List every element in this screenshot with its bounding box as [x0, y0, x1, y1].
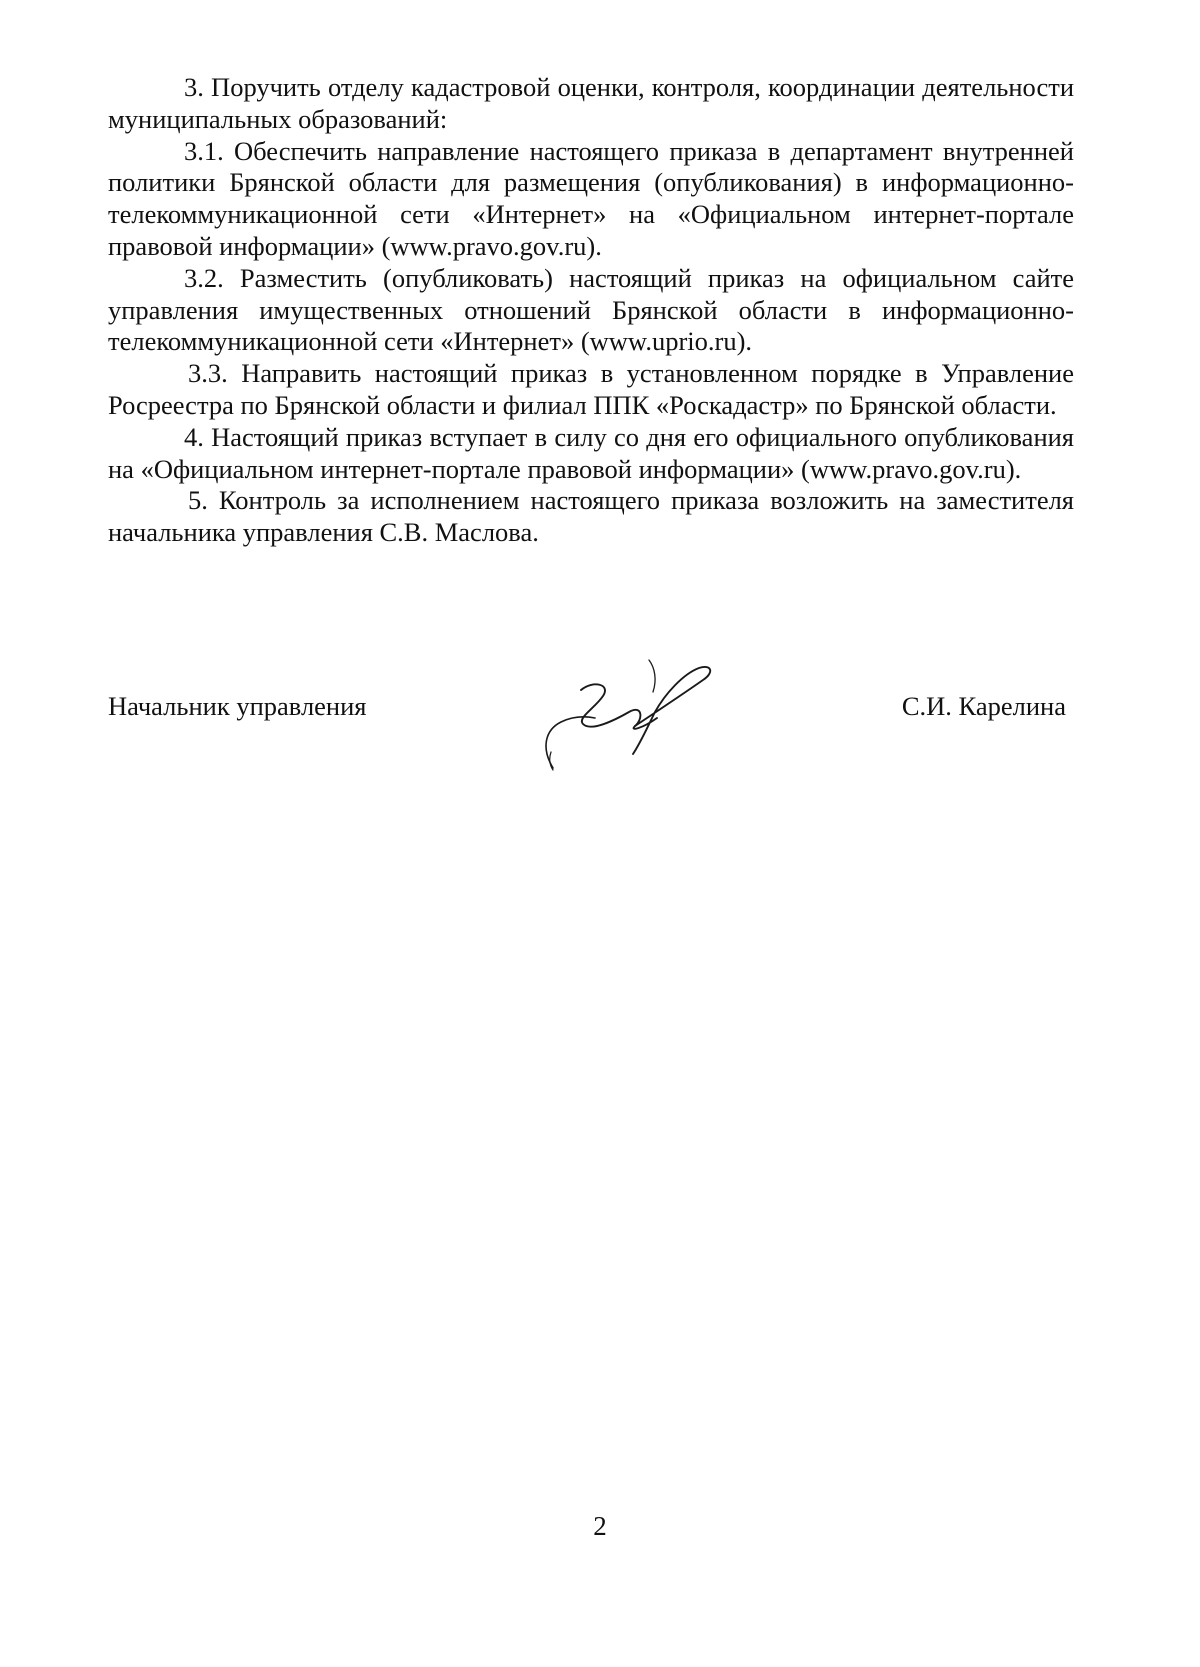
paragraph-5: 5. Контроль за исполнением настоящего приказа возложить на заместителя начальника управления С.В. Маслова. [108, 485, 1074, 548]
signature-block [108, 680, 1074, 770]
signer-position: Начальник управления [108, 691, 367, 721]
paragraph-3: 3. Поручить отделу кадастровой оценки, контроля, координации деятельности муниципальных образований: [108, 72, 1074, 134]
page-number: 2 [593, 1511, 607, 1541]
paragraph-3-3: 3.3. Направить настоящий приказ в установленном порядке в Управление Росреестра по Брянской области и филиал ППК «Роскадастр» по Брянской области. [108, 358, 1074, 420]
document-body [108, 72, 1074, 549]
signer-name: С.И. Карелина [901, 691, 1066, 721]
handwritten-signature [533, 650, 723, 775]
paragraph-4: 4. Настоящий приказ вступает в силу со дня его официального опубликования на «Официальном интернет-портале правовой информации» (www.pravo.gov.ru). [108, 421, 1074, 484]
paragraph-3-2: 3.2. Разместить (опубликовать) настоящий приказ на официальном сайте управления имущественных отношений Брянской области в информационно-телекоммуникационной сети «Интернет» (www.uprio.ru). [108, 262, 1074, 357]
paragraph-3-1: 3.1. Обеспечить направление настоящего приказа в департамент внутренней политики Брянской области для размещения (опубликования) в информационно-телекоммуникационной сети «Интернет» на «Официальном интернет-портале правовой информации» (www.pravo.gov.ru). [108, 135, 1074, 261]
